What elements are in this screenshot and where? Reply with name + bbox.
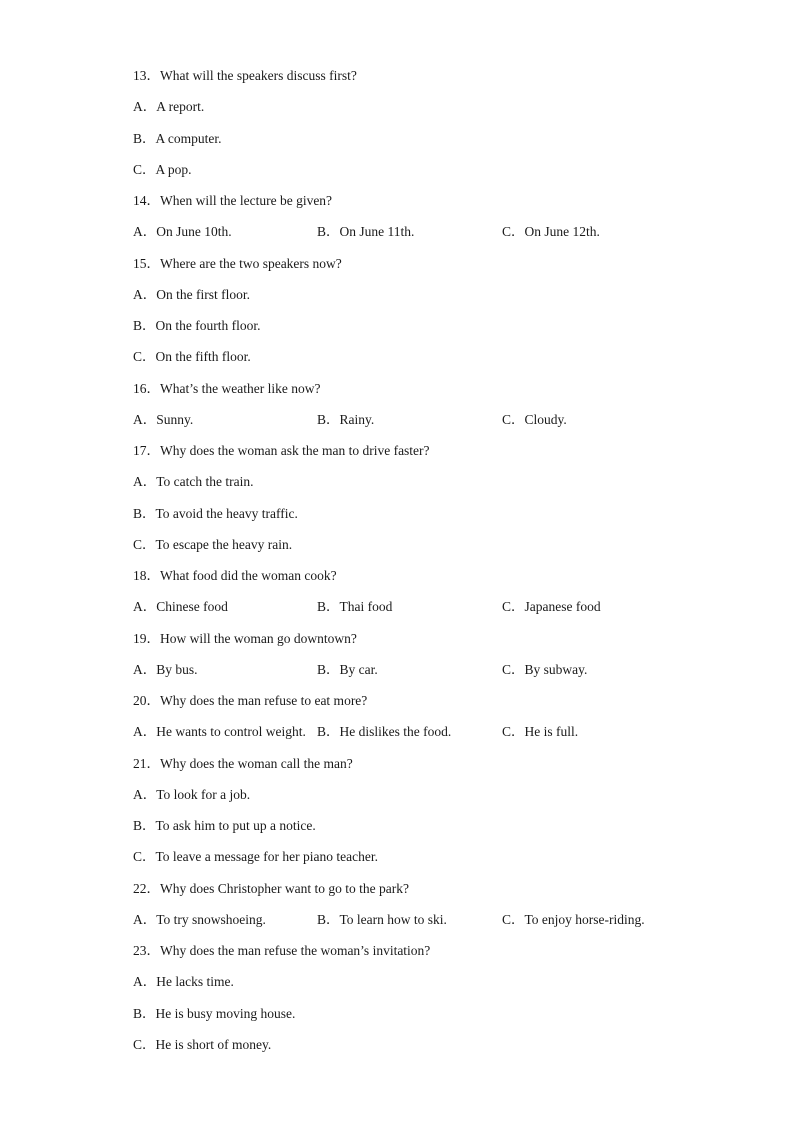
option-23-c: C．He is short of money.	[133, 1036, 272, 1052]
option-17-a: A．To catch the train.	[133, 474, 254, 490]
option-16-a: A．Sunny.	[133, 411, 194, 427]
option-14-c: C．On June 12th.	[502, 224, 600, 240]
option-14-a: A．On June 10th.	[133, 224, 232, 240]
option-23-a: A．He lacks time.	[133, 974, 234, 990]
question-list	[133, 66, 733, 1066]
option-13-b: B．A computer.	[133, 130, 222, 146]
option-22-b: B．To learn how to ski.	[317, 911, 447, 927]
option-14-b: B．On June 11th.	[317, 224, 415, 240]
option-13-c: C．A pop.	[133, 161, 192, 177]
question-18: 18．What food did the woman cook?	[133, 568, 337, 583]
option-16-b: B．Rainy.	[317, 411, 375, 427]
options-row-22	[133, 910, 733, 941]
option-21-b: B．To ask him to put up a notice.	[133, 818, 316, 833]
option-17-c: C．To escape the heavy rain.	[133, 536, 293, 552]
question-14: 14．When will the lecture be given?	[133, 193, 333, 208]
question-19: 19．How will the woman go downtown?	[133, 630, 357, 646]
option-13-a: A．A report.	[133, 99, 205, 115]
question-15: 15．Where are the two speakers now?	[133, 255, 342, 271]
option-15-a: A．On the first floor.	[133, 286, 250, 302]
option-19-a: A．By bus.	[133, 661, 198, 677]
question-17: 17．Why does the woman ask the man to drive faster?	[133, 443, 430, 458]
option-15-b: B．On the fourth floor.	[133, 318, 261, 333]
option-18-a: A．Chinese food	[133, 599, 228, 615]
option-19-b: B．By car.	[317, 661, 378, 677]
option-15-c: C．On the fifth floor.	[133, 349, 251, 365]
question-13: 13．What will the speakers discuss first?	[133, 68, 357, 83]
question-16: 16．What’s the weather like now?	[133, 380, 321, 396]
options-row-20	[133, 722, 733, 753]
option-21-a: A．To look for a job.	[133, 786, 251, 802]
option-22-a: A．To try snowshoeing.	[133, 911, 266, 927]
option-19-c: C．By subway.	[502, 661, 588, 677]
option-21-c: C．To leave a message for her piano teacher.	[133, 849, 378, 865]
option-23-b: B．He is busy moving house.	[133, 1005, 296, 1021]
option-18-c: C．Japanese food	[502, 599, 601, 615]
option-16-c: C．Cloudy.	[502, 411, 567, 427]
question-22: 22．Why does Christopher want to go to the park?	[133, 880, 409, 896]
options-row-14	[133, 222, 733, 253]
option-20-b: B．He dislikes the food.	[317, 724, 452, 740]
question-20: 20．Why does the man refuse to eat more?	[133, 693, 368, 708]
option-20-a: A．He wants to control weight.	[133, 724, 306, 740]
option-20-c: C．He is full.	[502, 724, 579, 740]
options-row-19	[133, 660, 733, 691]
option-22-c: C．To enjoy horse-riding.	[502, 911, 645, 927]
option-17-b: B．To avoid the heavy traffic.	[133, 505, 298, 521]
question-23: 23．Why does the man refuse the woman’s invitation?	[133, 943, 431, 958]
options-row-18	[133, 597, 733, 628]
option-18-b: B．Thai food	[317, 599, 393, 615]
question-21: 21．Why does the woman call the man?	[133, 755, 353, 771]
options-row-16	[133, 410, 733, 441]
